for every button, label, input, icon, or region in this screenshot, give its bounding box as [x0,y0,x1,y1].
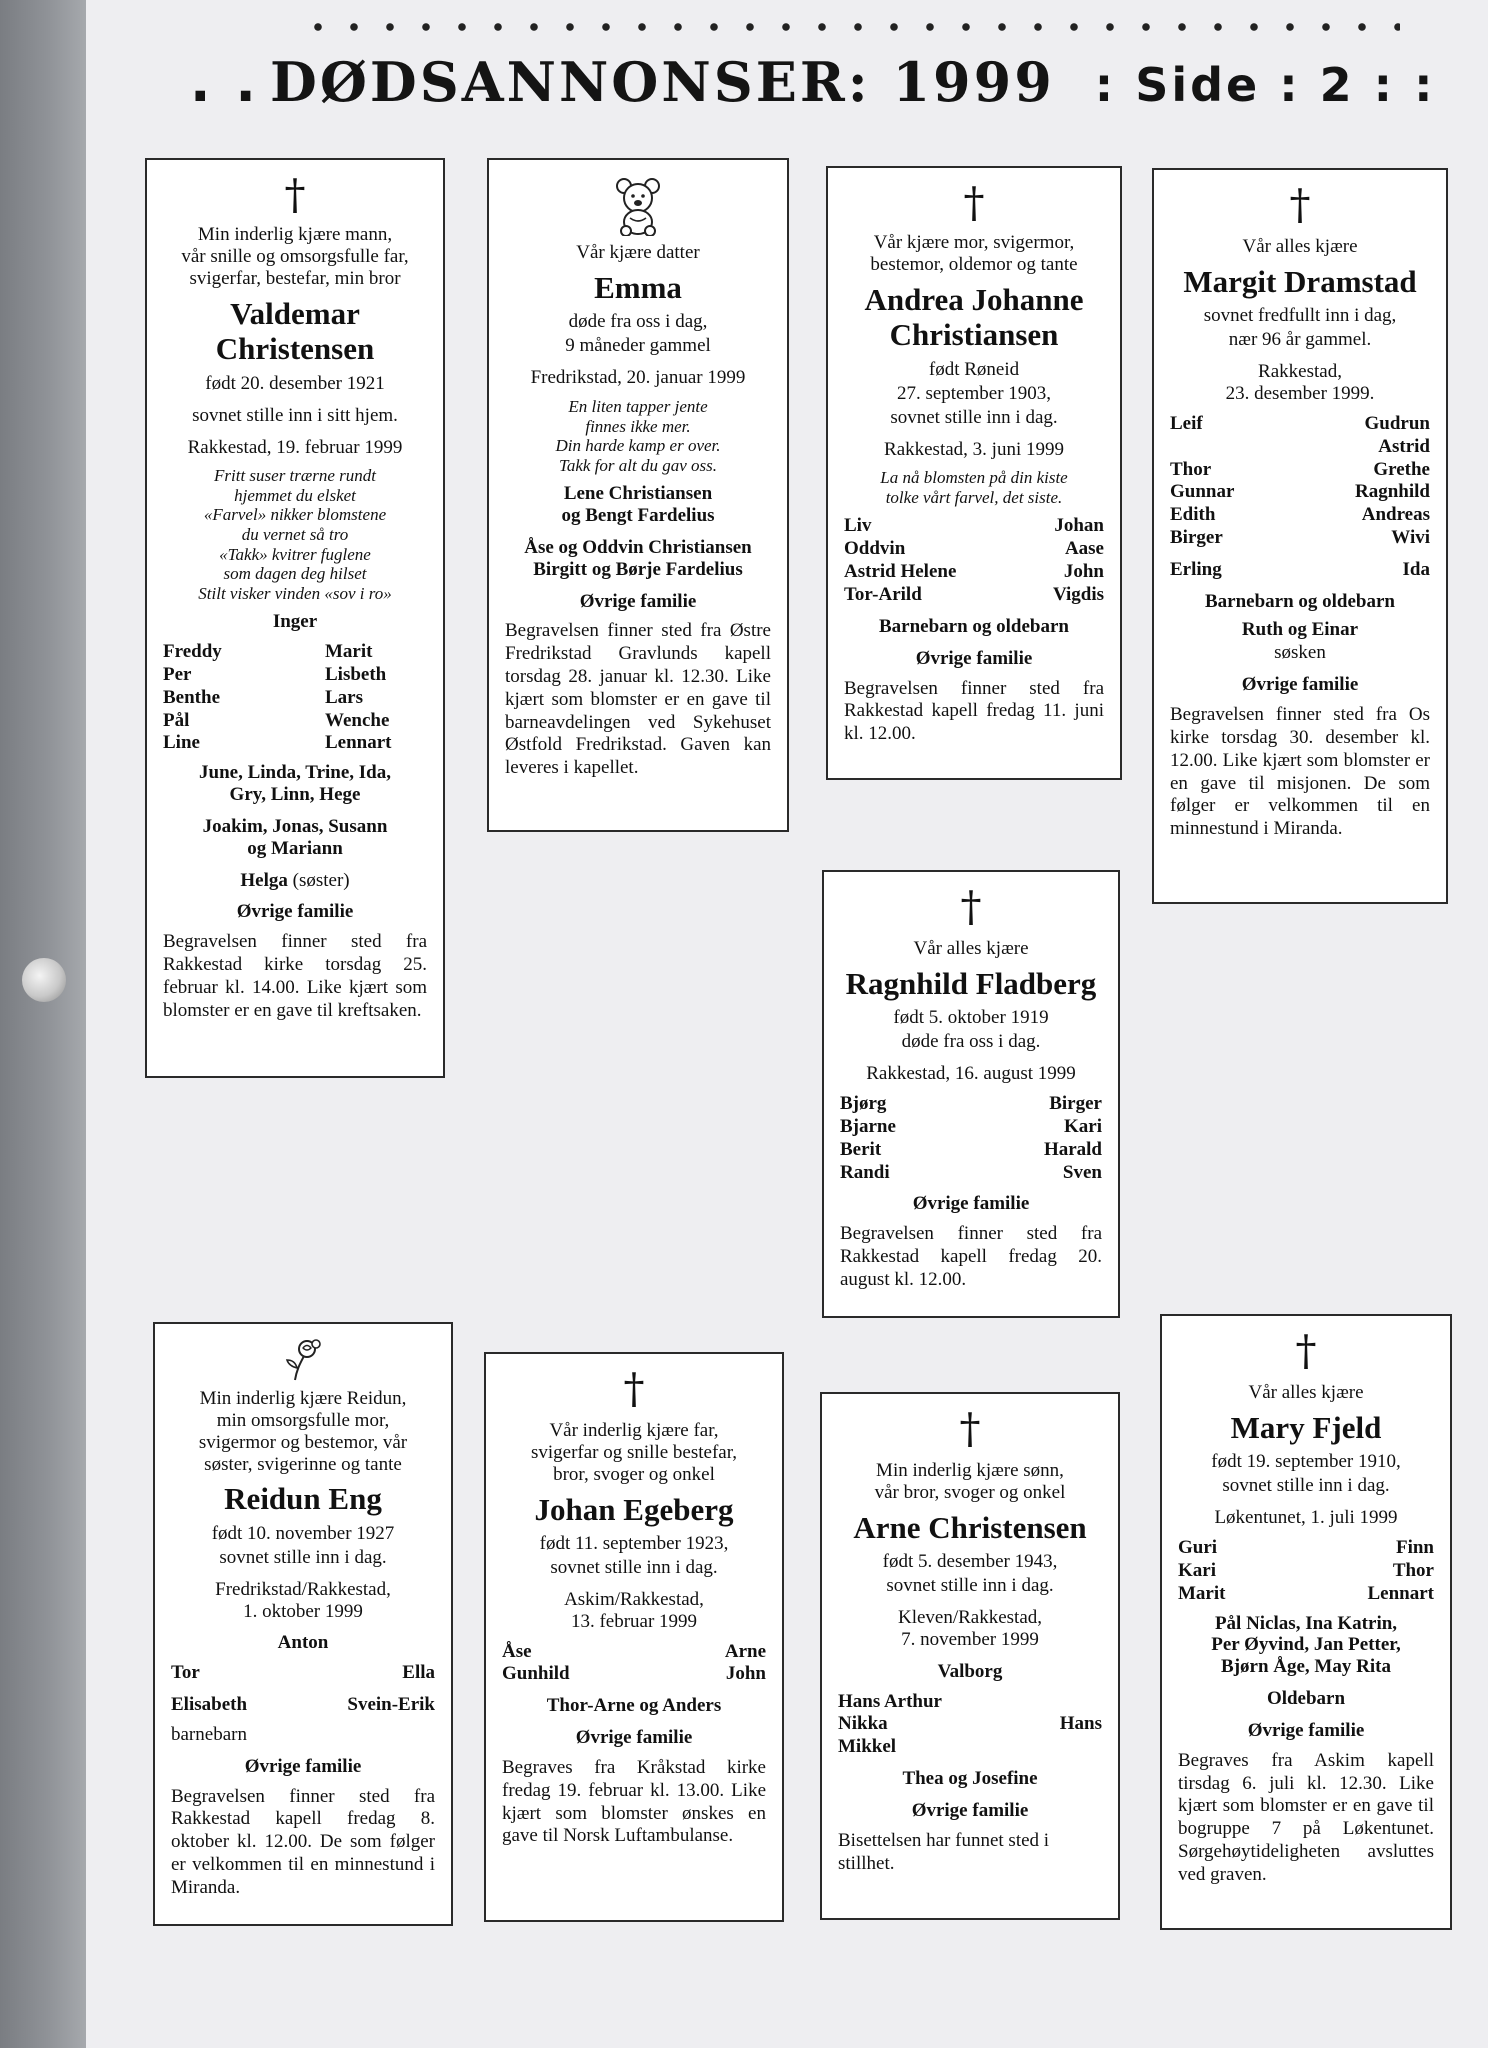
names-line: June, Linda, Trine, Ida, [199,762,391,784]
intro-line: Min inderlig kjære mann, [197,224,393,245]
verse-line: En liten tapper jente [568,397,708,417]
age-note: nær 96 år gammel. [1228,329,1372,351]
cross-icon: † [1289,180,1311,229]
names-line: Birgitt og Børje Fardelius [533,558,743,580]
birth-date: 27. september 1903, [896,382,1052,404]
notice-intro [163,224,427,290]
deceased-name: Reidun Eng [224,1481,382,1517]
sister-line [163,870,427,892]
notice-arne-christensen [820,1392,1120,1920]
mourner-name: Harald [1043,1138,1102,1160]
other-family: Øvrige familie [1241,674,1359,696]
place-date [1170,361,1430,405]
mourner-name: Aase [1064,538,1104,560]
place-line: 7. november 1999 [901,1628,1039,1650]
place-line: Fredrikstad/Rakkestad, [215,1578,391,1600]
notice-margit-dramstad [1152,168,1448,904]
intro-line: Min inderlig kjære Reidun, [199,1388,407,1409]
other-family: Øvrige familie [1247,1719,1365,1741]
mourner-name: Guri [1178,1537,1218,1559]
mourners-list [838,1691,1102,1759]
mourner-name: Grethe [1373,458,1430,480]
notice-valdemar-christensen [145,158,445,1078]
header-dot-row [300,22,1400,32]
birth-date: født 5. desember 1943, [882,1551,1058,1573]
header-lead-dots: . . [190,51,259,114]
great-grandchildren-label: Oldebarn [1266,1688,1346,1710]
verse-line: finnes ikke mer. [585,416,691,436]
intro-line: vår bror, svoger og onkel [874,1481,1066,1503]
grandchildren-label: barnebarn [171,1723,247,1745]
birth-date: født 11. september 1923, [539,1533,729,1555]
notice-reidun-eng [153,1322,453,1926]
other-family: Øvrige familie [236,901,354,923]
cross-icon: † [963,178,985,227]
mourners-list-2 [171,1694,435,1716]
verse-line: Fritt suser trærne rundt [214,466,376,486]
verse-line: tolke vårt farvel, det siste. [885,487,1063,507]
mourner-name: Astrid Helene [844,561,957,583]
funeral-info: Begravelsen finner sted fra Rakkestad kirke torsdag 25. februar kl. 14.00. Like kjært som blomster er en gave til kreftsaken. [163,931,427,1021]
notice-intro: Vår alles kjære [1248,1382,1364,1403]
intro-line: søster, svigerinne og tante [204,1453,402,1475]
mourner-name: Marit [325,641,373,663]
cross-icon: † [623,1364,645,1413]
mourner-name: Gunnar [1170,481,1235,503]
names-line: Gry, Linn, Hege [229,784,361,806]
verse-line: La nå blomsten på din kiste [880,468,1068,488]
funeral-info: Begravelsen finner sted fra Rakkestad kapell fredag 8. oktober kl. 12.00. De som følger er velkommen til en minnestund i Miranda. [171,1785,435,1898]
grandchildren-label: Barnebarn og oldebarn [1204,590,1396,612]
death-note: sovnet fredfullt inn i dag, [1203,305,1397,327]
binder-ring-hole [22,958,66,1002]
verse-line: «Takk» kvitrer fuglene [219,544,371,564]
mourner-name: Pål [163,709,190,731]
mourners-list [840,1093,1102,1183]
memorial-verse [163,466,427,603]
mourner-name: Wenche [325,709,390,731]
place-date: Løkentunet, 1. juli 1999 [1214,1507,1398,1529]
mourner-name: Kari [1064,1115,1102,1137]
verse-line: Stilt visker vinden «sov i ro» [198,583,392,603]
mourner-name: Erling [1170,558,1222,580]
death-note: døde fra oss i dag. [901,1031,1041,1053]
parents-names [505,483,771,527]
deceased-name: Ragnhild Fladberg [845,965,1097,1001]
mourner-name: Tor [171,1662,200,1684]
mourner-name: Line [163,732,200,754]
page-header [190,50,1436,130]
names-line: Joakim, Jonas, Susann [202,815,388,837]
mourner-name: Ida [1402,558,1430,580]
page-number: : Side : 2 : : [1094,58,1436,112]
mourners-list-extra [1170,559,1430,581]
deceased-name [844,282,1104,353]
mourner-name: Vigdis [1052,583,1104,605]
mourner-name: Lisbeth [325,663,387,685]
grandparents-names [505,537,771,581]
binder-strip [0,0,86,2048]
funeral-info: Begravelsen finner sted fra Rakkestad kapell fredag 20. august kl. 12.00. [840,1223,1102,1290]
notice-intro [838,1460,1102,1504]
mourner-name: Gunhild [502,1663,570,1685]
siblings-names: Ruth og Einar [1241,618,1359,640]
memorial-verse [844,468,1104,507]
mourner-name: Tor-Arild [844,583,922,605]
names-line: Lene Christiansen [563,483,713,505]
cross-icon: † [960,882,982,931]
death-note: sovnet stille inn i dag. [550,1557,718,1579]
funeral-info: Begraves fra Kråkstad kirke fredag 19. februar kl. 13.00. Like kjært som blomster ønskes en gave til Norsk Luftambulanse. [502,1756,766,1847]
verse-line: som dagen deg hilset [223,564,367,584]
age-note: 9 måneder gammel [565,335,711,357]
maiden-name: født Røneid [928,358,1020,380]
mourner-name: Bjørg [840,1093,887,1115]
other-family: Øvrige familie [579,590,697,612]
death-note: sovnet stille inn i dag. [886,1575,1054,1597]
siblings-note: søsken [1274,642,1326,664]
funeral-info: Begravelsen finner sted fra Os kirke torsdag 30. desember kl. 12.00. Like kjært som blomster er en gave til misjonen. De som følger er velkommen til en minnestund i Miranda. [1170,704,1430,840]
mourner-name: Mikkel [838,1736,897,1758]
mourner-name: Thor [1392,1559,1434,1581]
mourner-name: Lennart [1367,1582,1434,1604]
mourners-list [844,515,1104,605]
funeral-info: Begraves fra Askim kapell tirsdag 6. juli kl. 12.30. Like kjært som blomster er en gave til bogruppe 7 på Løkentunet. Sørgehøytideligheten avsluttes ved graven. [1178,1749,1434,1885]
mourners-list [171,1662,435,1684]
birth-date: født 19. september 1910, [1211,1451,1401,1473]
mourners-list [1170,413,1430,549]
mourner-name [1170,436,1300,458]
intro-line: bror, svoger og onkel [553,1463,715,1485]
sister-note: (søster) [292,869,350,891]
intro-line: Min inderlig kjære sønn, [876,1460,1064,1481]
deceased-name: Arne Christensen [853,1509,1087,1545]
memorial-verse [505,397,771,475]
sister-name: Helga [240,869,288,891]
death-note: sovnet stille inn i dag. [219,1546,387,1568]
mother-name: Valborg [937,1660,1003,1682]
mourner-name: Elisabeth [171,1694,248,1716]
notice-andrea-johanne-christiansen [826,166,1122,780]
notice-intro [844,232,1104,276]
mourner-name: Bjarne [840,1115,896,1137]
cross-icon: † [284,170,306,219]
mourner-name: Birger [1049,1093,1102,1115]
intro-line: Vår inderlig kjære far, [549,1420,719,1441]
mourner-name: Berit [840,1138,882,1160]
names-line: Per Øyvind, Jan Petter, [1211,1634,1401,1656]
verse-line: du vernet så tro [241,524,349,544]
mourner-name: Birger [1170,527,1223,549]
other-family: Øvrige familie [912,1193,1030,1215]
grandchildren-label: Barnebarn og oldebarn [878,615,1070,637]
deceased-name [163,296,427,367]
intro-line: vår snille og omsorgsfulle far, [181,245,409,267]
funeral-info: Begravelsen finner sted fra Rakkestad kapell fredag 11. juni kl. 12.00. [844,677,1104,745]
place-line: 23. desember 1999. [1225,383,1375,405]
notice-johan-egeberg [484,1352,784,1922]
mourner-name: Oddvin [844,538,906,560]
mourner-name: Sven [1062,1161,1102,1183]
deceased-name: Emma [594,269,682,305]
funeral-info: Bisettelsen har funnet sted i stillhet. [838,1829,1050,1874]
mourners-list [163,641,427,754]
mourner-name: John [1063,561,1104,583]
notice-emma [487,158,789,832]
place-date: Fredrikstad, 20. januar 1999 [530,367,746,389]
birth-date: født 5. oktober 1919 [893,1007,1049,1029]
place-date [502,1589,766,1633]
place-line: Kleven/Rakkestad, [897,1607,1043,1629]
great-grandchildren-names [163,816,427,860]
place-date: Rakkestad, 19. februar 1999 [187,436,403,458]
mourner-name: Edith [1170,504,1216,526]
other-family: Øvrige familie [244,1755,362,1777]
names-line: Åse og Oddvin Christiansen [524,536,752,558]
other-family: Øvrige familie [575,1727,693,1749]
cross-icon: † [959,1404,981,1453]
mourner-name: Leif [1170,412,1203,434]
grandchildren-names: Thor-Arne og Anders [546,1695,722,1717]
intro-line: Vår kjære mor, svigermor, [873,232,1075,253]
deceased-name: Margit Dramstad [1183,263,1417,299]
place-date: Rakkestad, 16. august 1999 [866,1063,1076,1085]
place-line: Rakkestad, [1258,361,1342,383]
death-note: sovnet stille inn i sitt hjem. [192,404,398,426]
place-date: Rakkestad, 3. juni 1999 [884,438,1064,460]
names-line: Pål Niclas, Ina Katrin, [1214,1612,1398,1634]
mourner-name: Gudrun [1364,412,1430,434]
mourner-name: Freddy [163,641,222,663]
mourner-name: Finn [1395,1537,1434,1559]
mourner-name: Astrid [1378,435,1430,457]
mourner-name [970,1691,1102,1713]
place-line: 1. oktober 1999 [243,1600,363,1622]
mourner-name: Lennart [325,732,392,754]
mourner-name: Randi [840,1161,890,1183]
names-line: og Mariann [247,837,343,859]
intro-line: min omsorgsfulle mor, [216,1409,390,1431]
intro-line: svigerfar og snille bestefar, [530,1441,738,1463]
place-line: 13. februar 1999 [570,1610,698,1632]
mourners-list [1178,1537,1434,1605]
birth-date: født 10. november 1927 [211,1523,395,1545]
intro-line: svigerfar, bestefar, min bror [189,267,401,289]
birth-date: født 20. desember 1921 [205,372,385,394]
death-note: sovnet stille inn i dag. [1222,1475,1390,1497]
mourner-name: Johan [1054,515,1104,537]
mourner-name: Liv [844,515,872,537]
mourner-name: John [725,1663,766,1685]
name-line: Christensen [215,331,375,367]
name-line: Valdemar [230,295,360,331]
notice-intro: Vår alles kjære [913,938,1029,959]
notice-intro [502,1420,766,1486]
name-line: Christiansen [889,317,1059,353]
notice-intro: Vår alles kjære [1242,236,1358,257]
verse-line: Takk for alt du gav oss. [558,455,718,475]
mourner-name: Hans [1059,1713,1102,1735]
notice-ragnhild-fladberg [822,870,1120,1318]
mourner-name: Ella [402,1662,435,1684]
spouse-name: Anton [277,1632,329,1654]
mourner-name: Arne [724,1640,766,1662]
intro-line: bestemor, oldemor og tante [870,253,1078,275]
nieces-names: Thea og Josefine [902,1768,1038,1790]
deceased-name: Mary Fjeld [1230,1409,1382,1445]
mourner-name: Marit [1178,1582,1226,1604]
verse-line: Din harde kamp er over. [555,436,721,456]
rose-icon [283,1338,323,1382]
grandchildren-names [1178,1613,1434,1679]
notice-intro: Vår kjære datter [576,242,700,263]
mourner-name: Benthe [163,686,220,708]
notice-intro [171,1388,435,1475]
grandchildren-names [163,762,427,806]
mourner-name: Ragnhild [1355,481,1430,503]
mourner-name: Thor [1170,458,1212,480]
mourner-name: Lars [325,686,363,708]
page-title: DØDSANNONSER: 1999 [270,50,1055,114]
mourner-name [970,1736,1102,1758]
mourner-name: Svein-Erik [347,1694,435,1716]
place-line: Askim/Rakkestad, [564,1588,704,1610]
other-family: Øvrige familie [915,647,1033,669]
names-line: og Bengt Fardelius [561,505,715,527]
intro-line: svigermor og bestemor, vår [198,1431,408,1453]
deceased-name: Johan Egeberg [534,1491,734,1527]
name-line: Andrea Johanne [864,281,1084,317]
mourner-name: Per [163,663,192,685]
mourner-name: Andreas [1361,504,1430,526]
verse-line: hjemmet du elsket [234,485,356,505]
mourner-name: Kari [1178,1559,1216,1581]
teddy-bear-icon [608,174,668,236]
verse-line: «Farvel» nikker blomstene [203,505,387,525]
place-date [838,1607,1102,1651]
mourner-name: Nikka [838,1713,888,1735]
funeral-info: Begravelsen finner sted fra Østre Fredrikstad Gravlunds kapell torsdag 28. januar kl. 12.30. Like kjært som blomster er en gave til barneavdelingen ved Sykehuset Østfold Fredrikstad. Gaven kan leveres i kapellet. [505,620,771,779]
notice-mary-fjeld [1160,1314,1452,1930]
death-note: døde fra oss i dag, [568,311,708,333]
cross-icon: † [1295,1326,1317,1375]
mourner-name: Åse [502,1640,532,1662]
mourners-list [502,1641,766,1686]
mourner-name: Wivi [1391,527,1430,549]
other-family: Øvrige familie [911,1799,1029,1821]
spouse-name: Inger [272,611,318,633]
mourner-name: Hans Arthur [838,1690,942,1712]
names-line: Bjørn Åge, May Rita [1221,1656,1391,1678]
place-date [171,1579,435,1623]
death-note: sovnet stille inn i dag. [890,406,1058,428]
